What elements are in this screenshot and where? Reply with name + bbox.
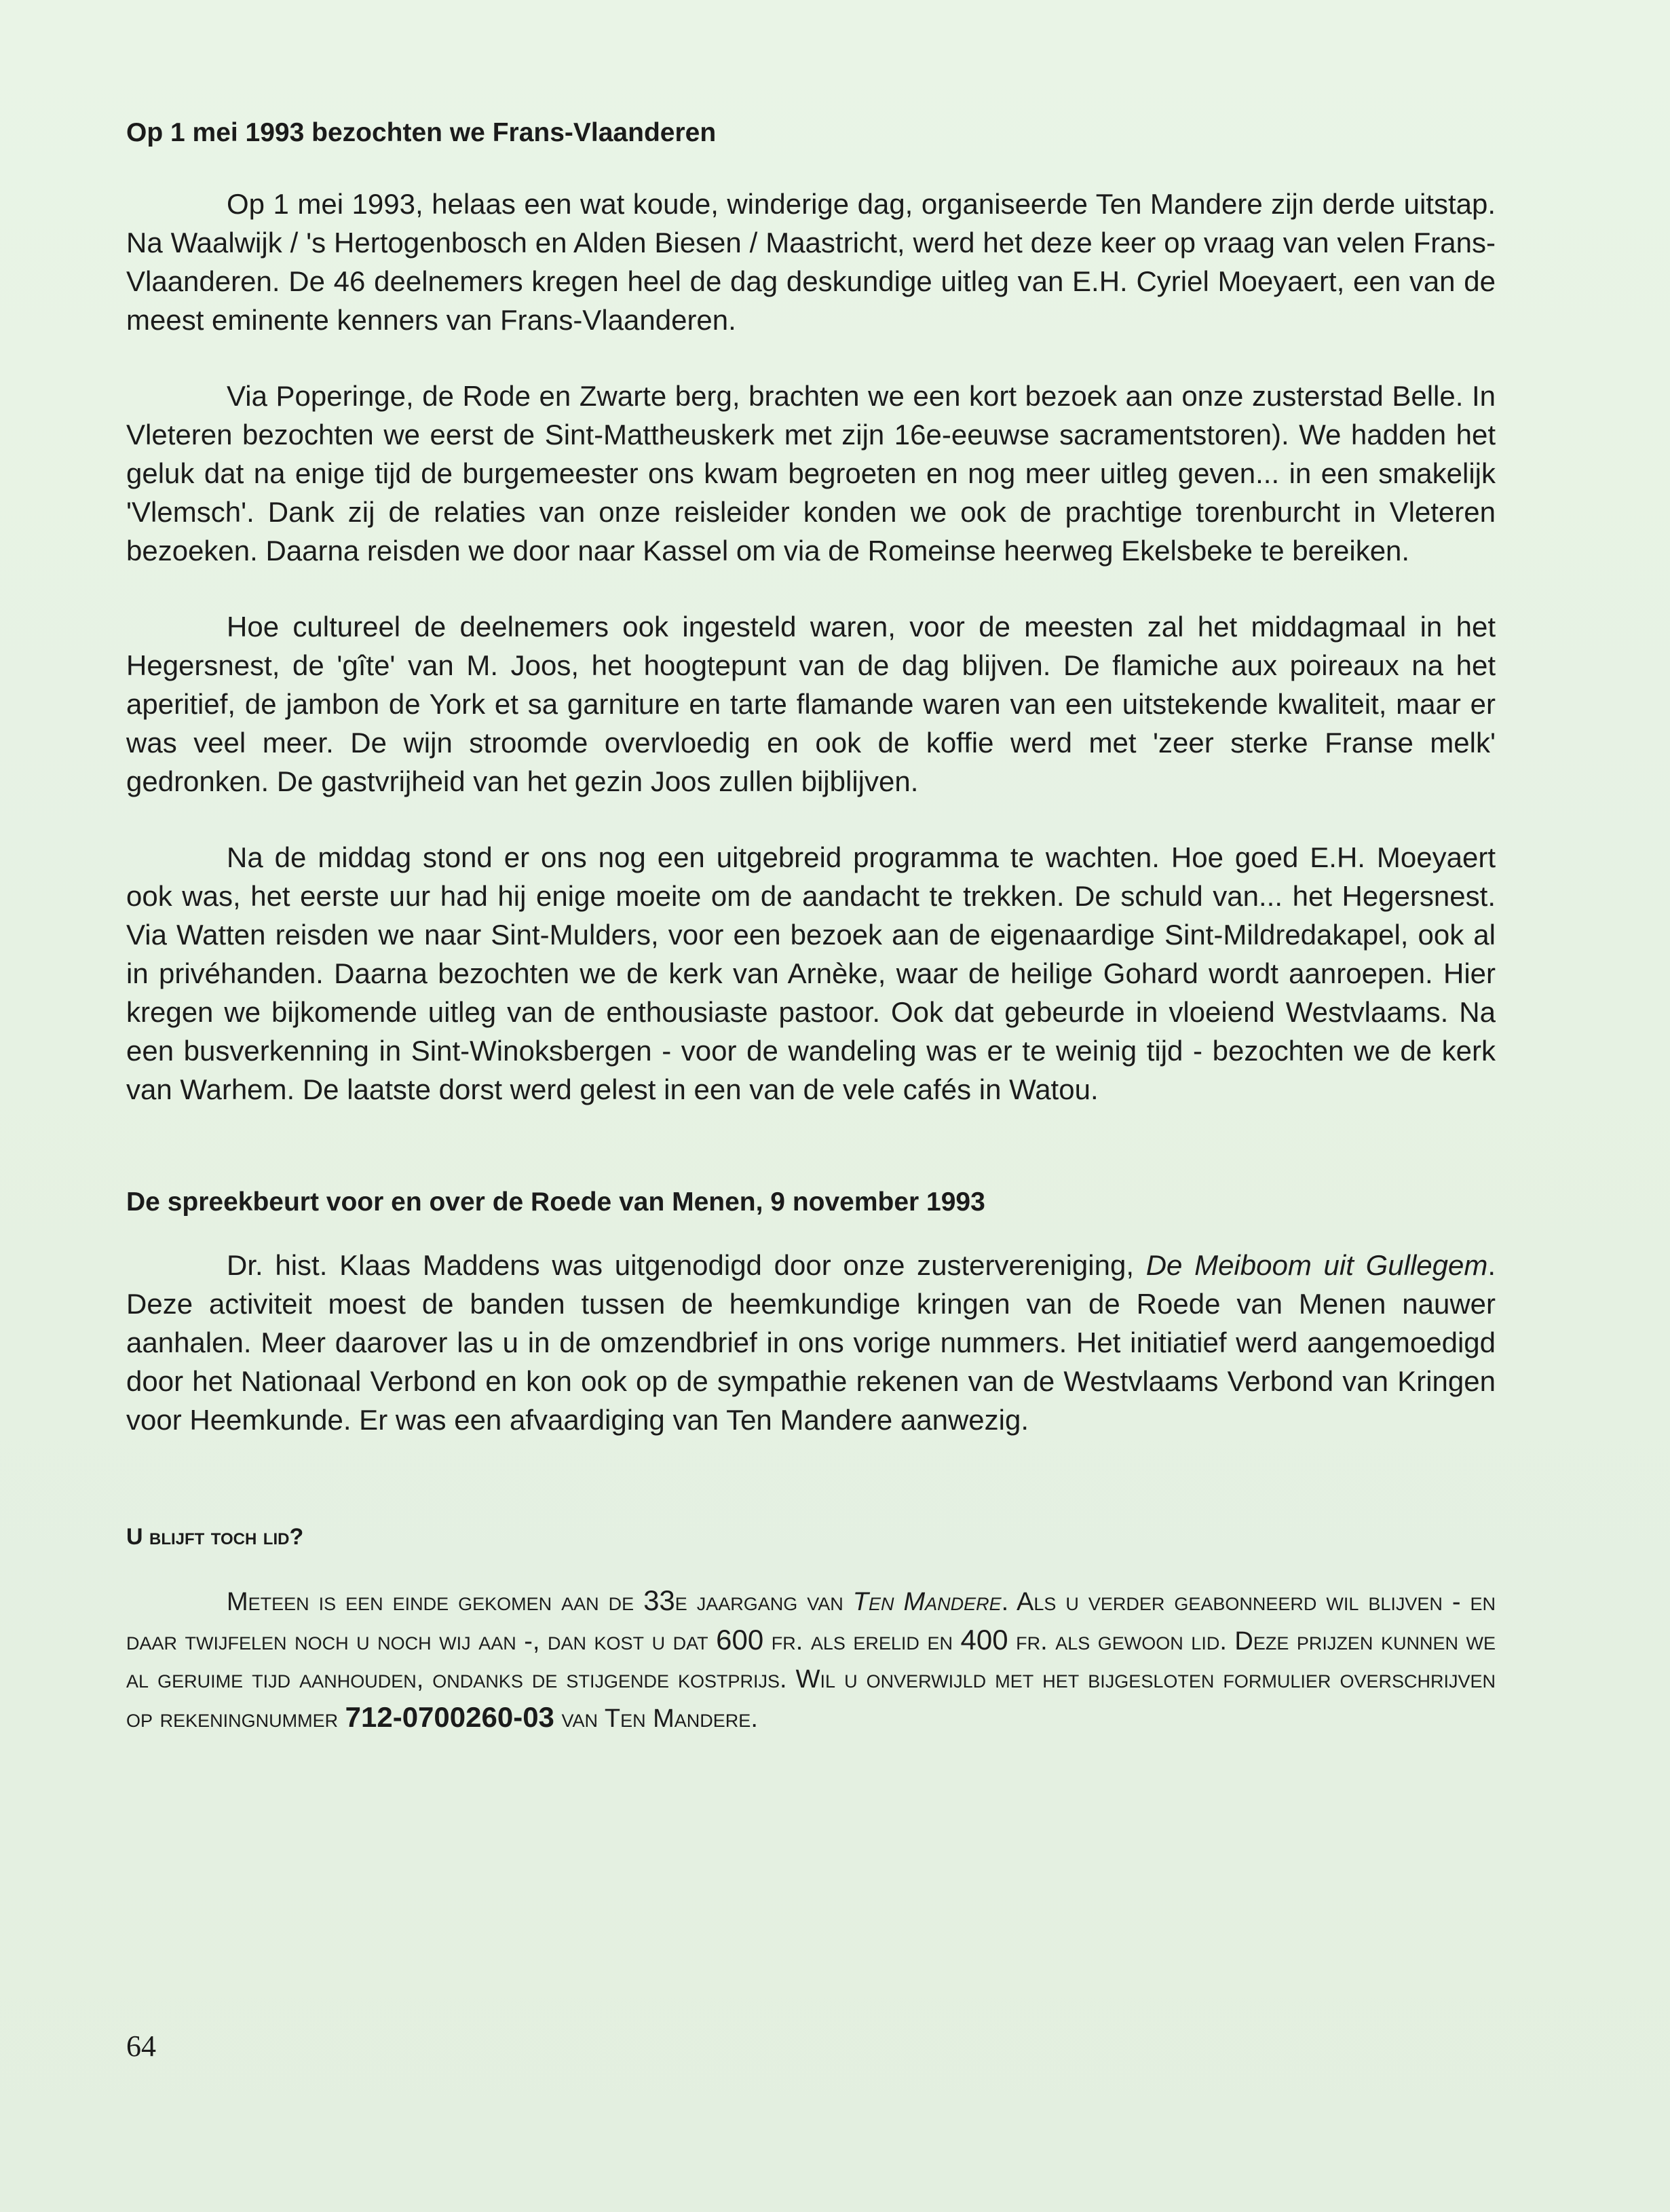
membership-notice [126, 1582, 1496, 1738]
erelid-price: 600 [716, 1624, 764, 1656]
section-title-roede-van-menen: De spreekbeurt voor en over de Roede van Menen, 9 november 1993 [126, 1187, 985, 1217]
article-content [126, 115, 1496, 1738]
section-roede-van-menen [126, 1185, 1496, 1439]
notice-text-5: van Ten Mandere. [554, 1704, 758, 1733]
paragraph-roede-end: . Deze activiteit moest de banden tussen de heemkundige kringen van de Roede van Menen nauwer aanhalen. Meer daarover las u in de omzendbrief in ons vorige nummers. Het initiatief werd aangemoedigd door het Nationaal Verbond en kon ook op de sympathie rekenen van de Westvlaams Verbond van Kringen voor Heemkunde. Er was een afvaardiging van Ten Mandere aanwezig. [126, 1249, 1496, 1436]
section-lidmaatschap [126, 1519, 1496, 1738]
page-number: 64 [126, 2029, 156, 2063]
ten-mandere-title: Ten Mandere [852, 1588, 1002, 1616]
paragraph-roede [126, 1246, 1496, 1439]
paragraph-3: Hoe cultureel de deelnemers ook ingesteld waren, voor de meesten zal het middagmaal in het Hegersnest, de 'gîte' van M. Joos, het hoogtepunt van de dag blijven. De flamiche aux poireaux na het aperitief, de jambon de York et sa garniture en tarte flamande waren van een uitstekende kwaliteit, maar er was veel meer. De wijn stroomde overvloedig en ook de koffie werd met 'zeer sterke Franse melk' gedronken. De gastvrijheid van het gezin Joos zullen bijblijven. [126, 611, 1496, 797]
notice-text-1b: e jaargang van [675, 1588, 853, 1616]
paragraph-2: Via Poperinge, de Rode en Zwarte berg, brachten we een kort bezoek aan onze zusterstad Belle. In Vleteren bezochten we eerst de Sint-Mattheuskerk met zijn 16e-eeuwse sacramentstoren). We hadden het geluk dat na enige tijd de burgemeester ons kwam begroeten en nog meer uitleg geven... in een smakelijk 'Vlemsch'. Dank zij de relaties van onze reisleider konden we ook de prachtige torenburcht in Vleteren bezoeken. Daarna reisden we door naar Kassel om via de Romeinse heerweg Ekelsbeke te bereiken. [126, 380, 1496, 567]
section-title-lidmaatschap: U blijft toch lid? [126, 1524, 304, 1550]
gewoon-lid-price: 400 [960, 1624, 1008, 1656]
meiboom-title: De Meiboom uit Gullegem [1145, 1249, 1488, 1281]
notice-text-1: Meteen is een einde gekomen aan de [227, 1588, 644, 1616]
section-title-frans-vlaanderen: Op 1 mei 1993 bezochten we Frans-Vlaanderen [126, 118, 717, 147]
paragraph-roede-start: Dr. hist. Klaas Maddens was uitgenodigd door onze zustervereniging, [227, 1249, 1146, 1281]
paragraph-4: Na de middag stond er ons nog een uitgebreid programma te wachten. Hoe goed E.H. Moeyaert ook was, het eerste uur had hij enige moeite om de aandacht te trekken. De schuld van... het Hegersnest. Via Watten reisden we naar Sint-Mulders, voor een bezoek aan de eigenaardige Sint-Mildredakapel, ook al in privéhanden. Daarna bezochten we de kerk van Arnèke, waar de heilige Gohard wordt aanroepen. Hier kregen we bijkomende uitleg van de enthousiaste pastoor. Ook dat gebeurde in vloeiend Westvlaams. Na een busverkenning in Sint-Winoksbergen - voor de wandeling was er te weinig tijd - bezochten we de kerk van Warhem. De laatste dorst werd gelest in een van de vele cafés in Watou. [126, 841, 1496, 1105]
notice-text-2: . Als u verder geabonneerd wil blijven - en daar twijfelen noch u noch wij aan -, dan kost u dat [126, 1588, 1496, 1656]
paragraph-1: Op 1 mei 1993, helaas een wat koude, winderige dag, organiseerde Ten Mandere zijn derde uitstap. Na Waalwijk / 's Hertogenbosch en Alden Biesen / Maastricht, werd het deze keer op vraag van velen Frans-Vlaanderen. De 46 deelnemers kregen heel de dag deskundige uitleg van E.H. Cyriel Moeyaert, een van de meest eminente kenners van Frans-Vlaanderen. [126, 188, 1496, 336]
notice-text-3: fr. als erelid en [763, 1627, 961, 1656]
notice-text-4: fr. als gewoon lid. Deze prijzen kunnen we al geruime tijd aanhouden, ondanks de stijgende kostprijs. Wil u onverwijld met het bijgesloten formulier overschrijven op rekeningnummer [126, 1627, 1496, 1733]
account-number: 712-0700260-03 [345, 1701, 554, 1733]
jaargang-number: 33 [643, 1584, 675, 1616]
